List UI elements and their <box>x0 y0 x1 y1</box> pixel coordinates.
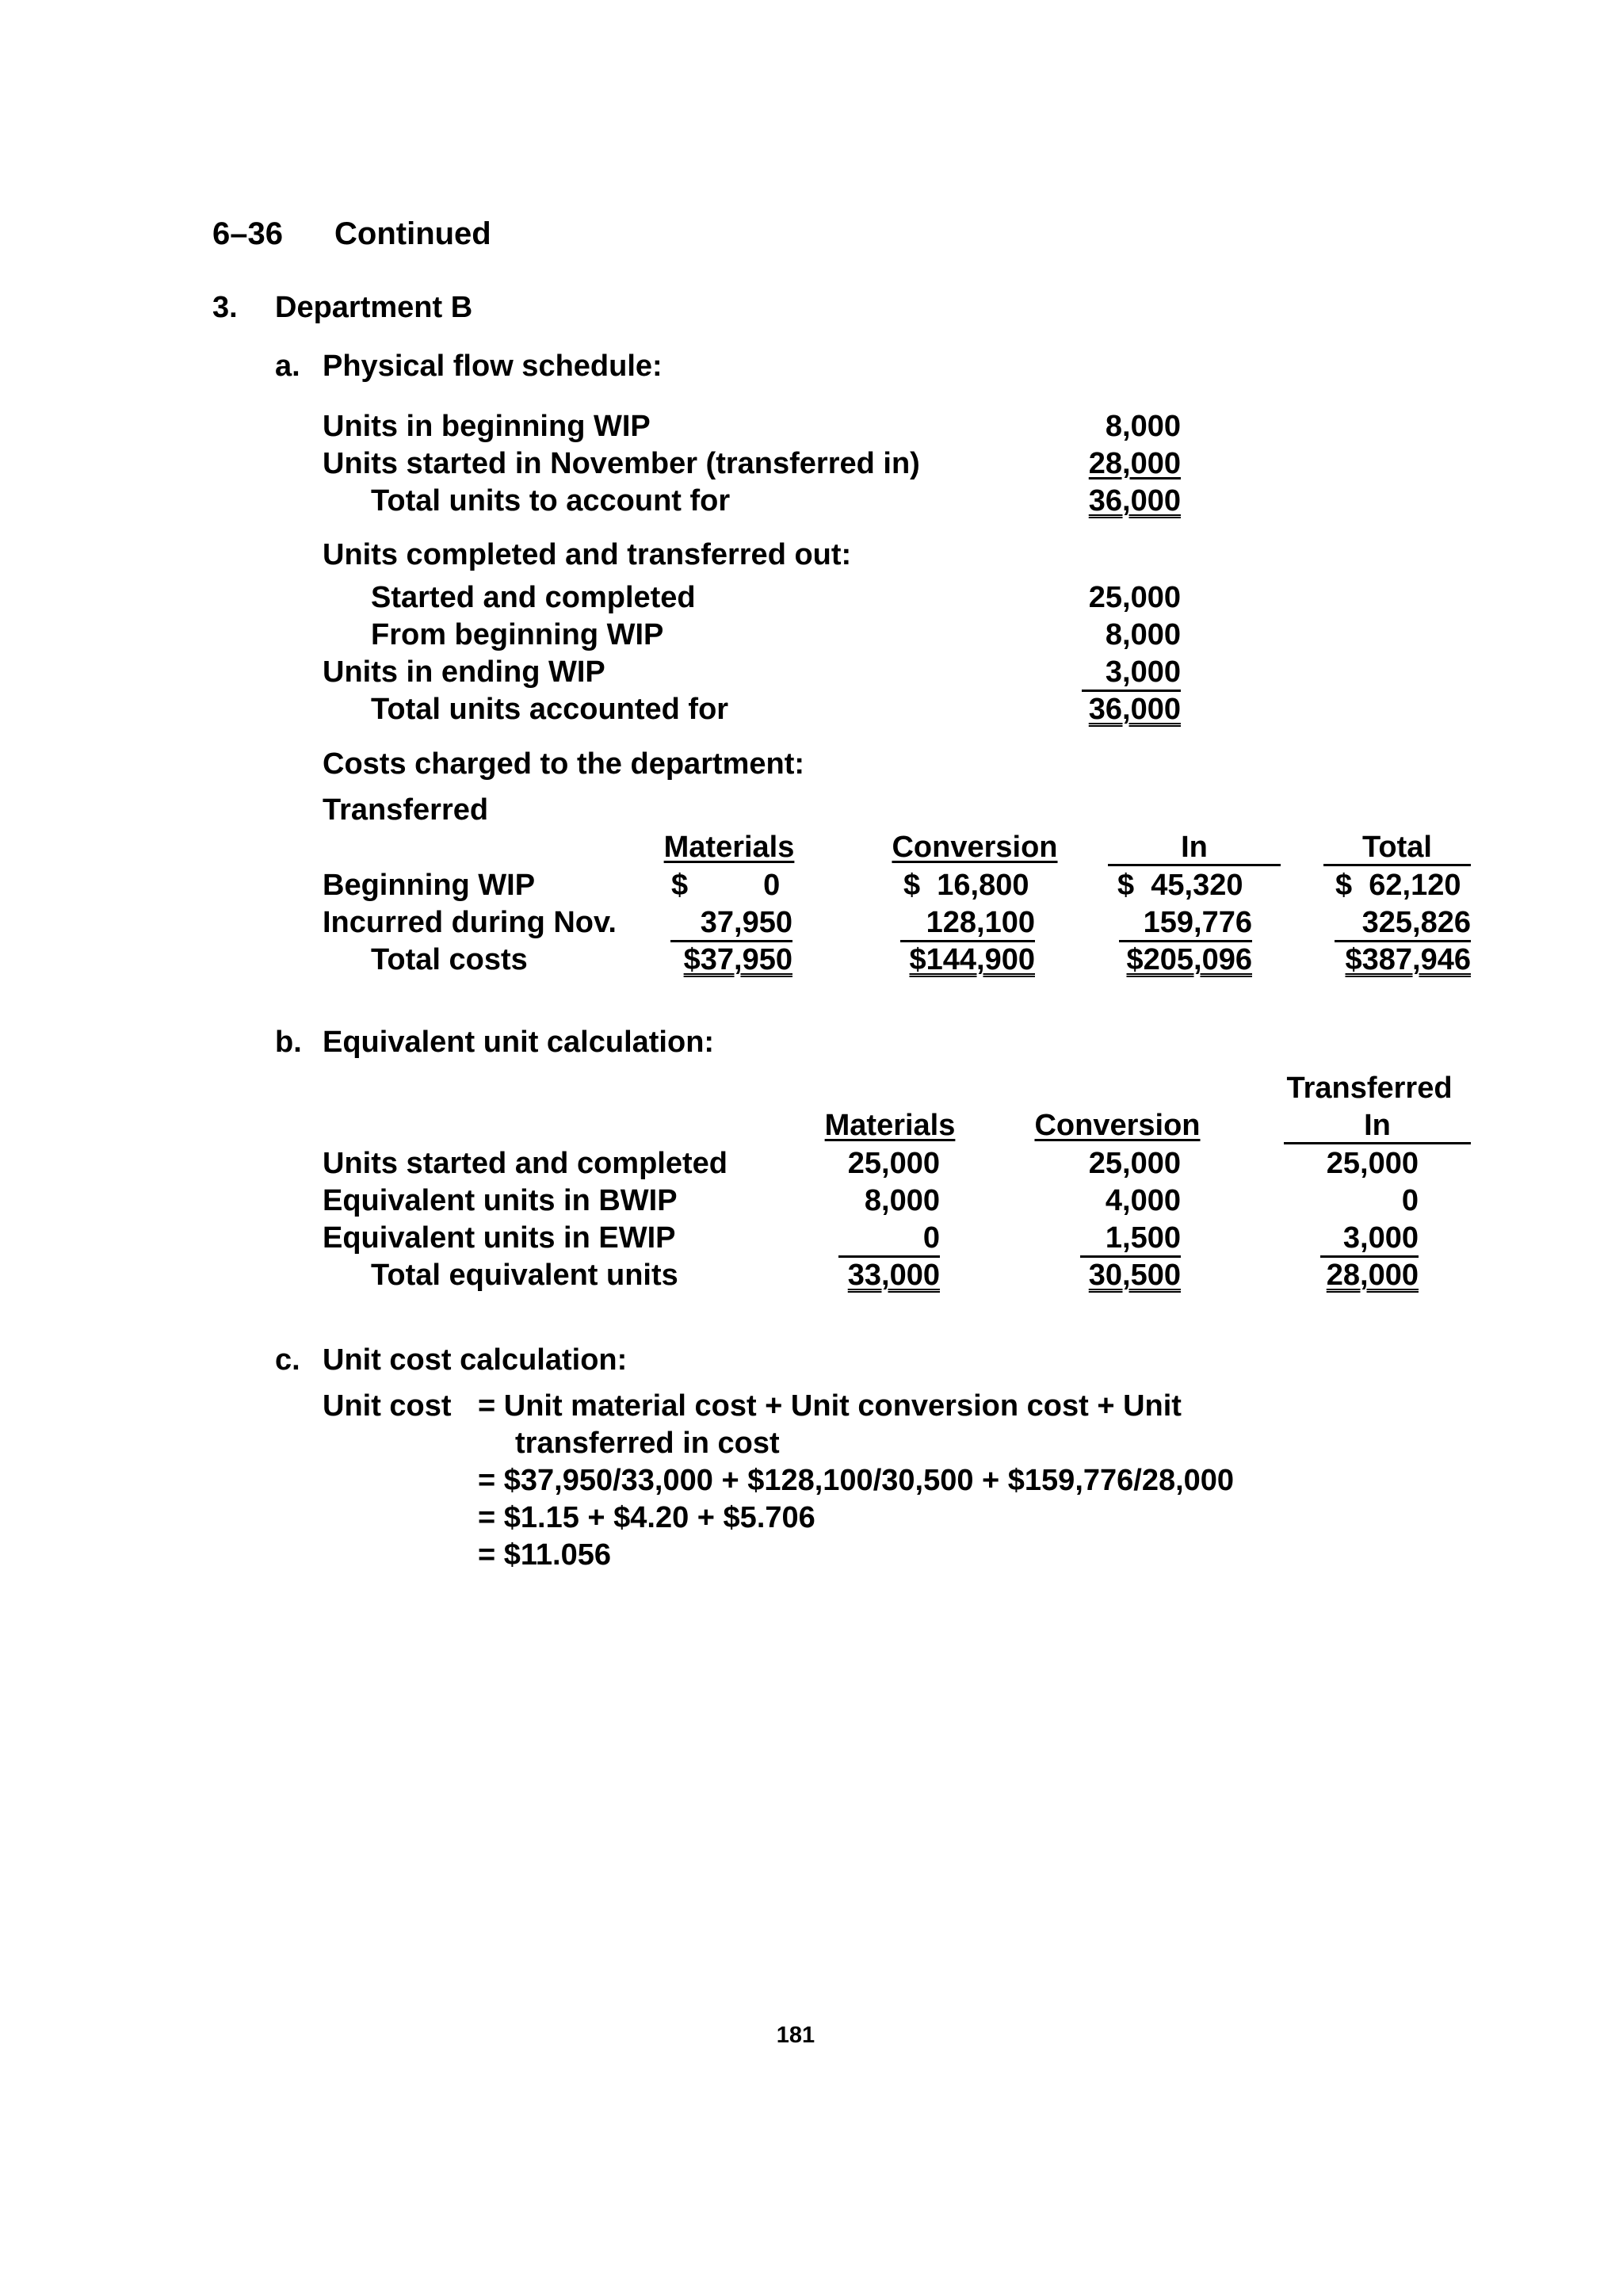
row-value-text: 36,000 <box>1088 693 1181 726</box>
transferred-label: Transferred <box>323 793 489 827</box>
eu-row-label: Equivalent units in EWIP <box>323 1221 676 1255</box>
cost-cell-text: $387,946 <box>1345 943 1471 976</box>
eu-cell-text: 33,000 <box>847 1259 940 1292</box>
costs-heading: Costs charged to the department: <box>323 747 805 781</box>
page-title: Continued <box>334 216 491 251</box>
row-value: 8,000 <box>1105 618 1181 651</box>
row-value <box>1062 694 1181 724</box>
row-label: Total units accounted for <box>371 693 729 726</box>
underline <box>1335 940 1471 942</box>
page-number: 181 <box>776 2023 815 2048</box>
underline <box>1284 1142 1471 1144</box>
eu-cell: 0 <box>1401 1184 1419 1217</box>
eu-row-label: Total equivalent units <box>371 1259 678 1292</box>
col-header-in: In <box>1181 831 1208 864</box>
col-header-text: Materials <box>663 831 795 864</box>
cost-cell <box>1308 945 1471 975</box>
part-c-label: c. <box>275 1343 300 1377</box>
underline <box>1320 1255 1419 1258</box>
col-header-conversion <box>880 832 1070 862</box>
formula-line: = $37,950/33,000 + $128,100/30,500 + $159,776/28,000 <box>478 1464 1235 1497</box>
formula-line: = $1.15 + $4.20 + $5.706 <box>478 1501 815 1534</box>
eu-cell: 25,000 <box>847 1147 940 1180</box>
eu-cell: 0 <box>922 1221 940 1255</box>
row-label: Units started in November (transferred in) <box>323 447 920 480</box>
underline <box>1119 940 1252 942</box>
row-value: 25,000 <box>1088 581 1181 614</box>
col-header-materials <box>816 1110 964 1140</box>
eu-cell: 3,000 <box>1342 1221 1419 1255</box>
cost-cell: 37,950 <box>700 906 792 939</box>
cost-cell: $ 16,800 <box>903 869 1029 902</box>
cost-cell: 325,826 <box>1361 906 1471 939</box>
eu-cell: 4,000 <box>1105 1184 1181 1217</box>
cost-row-label: Beginning WIP <box>323 869 536 902</box>
eu-cell: 1,500 <box>1105 1221 1181 1255</box>
row-value-text: 28,000 <box>1088 447 1181 480</box>
row-value: 3,000 <box>1105 655 1181 689</box>
row-label: From beginning WIP <box>371 618 664 651</box>
part-b-title: Equivalent unit calculation: <box>323 1026 715 1059</box>
col-header-total: Total <box>1362 831 1432 864</box>
problem-number: 6–36 <box>212 216 283 251</box>
formula-line: = $11.056 <box>478 1538 612 1572</box>
underline <box>1082 690 1181 692</box>
eu-cell-text: 28,000 <box>1326 1259 1419 1292</box>
row-label: Units in ending WIP <box>323 655 605 689</box>
section-title: Department B <box>275 291 473 324</box>
eu-cell <box>1260 1260 1419 1290</box>
eu-cell: 25,000 <box>1088 1147 1181 1180</box>
underline <box>900 940 1035 942</box>
cost-cell: $ 62,120 <box>1335 869 1461 902</box>
cost-cell-text: $205,096 <box>1126 943 1252 976</box>
eu-row-label: Units started and completed <box>323 1147 727 1180</box>
cost-cell: $ 45,320 <box>1117 869 1243 902</box>
cost-cell-text: $144,900 <box>909 943 1035 976</box>
completed-heading: Units completed and transferred out: <box>323 538 852 571</box>
eu-cell-text: 30,500 <box>1088 1259 1181 1292</box>
col-header-text: Conversion <box>892 831 1058 864</box>
row-label: Started and completed <box>371 581 696 614</box>
section-number: 3. <box>212 291 238 324</box>
cost-cell: $ 0 <box>671 869 781 902</box>
underline <box>838 1255 940 1258</box>
col-header-in: In <box>1364 1109 1391 1142</box>
eu-row-label: Equivalent units in BWIP <box>323 1184 678 1217</box>
part-a-title: Physical flow schedule: <box>323 350 663 383</box>
eu-cell: 25,000 <box>1326 1147 1419 1180</box>
cost-cell-text: $37,950 <box>683 943 792 976</box>
cost-row-label: Total costs <box>371 943 528 976</box>
row-label: Units in beginning WIP <box>323 410 651 443</box>
cost-cell <box>1094 945 1252 975</box>
cost-row-label: Incurred during Nov. <box>323 906 617 939</box>
col-header-conversion <box>1022 1110 1212 1140</box>
row-value <box>1062 449 1181 479</box>
eu-cell: 8,000 <box>864 1184 940 1217</box>
cost-cell <box>634 945 792 975</box>
cost-cell <box>872 945 1035 975</box>
cost-cell: 159,776 <box>1143 906 1252 939</box>
part-b-label: b. <box>275 1026 302 1059</box>
eu-cell <box>1022 1260 1181 1290</box>
formula-line: = Unit material cost + Unit conversion cost + Unit <box>478 1389 1182 1423</box>
col-header-text: Materials <box>824 1109 956 1142</box>
part-c-title: Unit cost calculation: <box>323 1343 628 1377</box>
part-a-label: a. <box>275 350 300 383</box>
row-value <box>1062 486 1181 516</box>
cost-cell: 128,100 <box>926 906 1035 939</box>
row-value: 8,000 <box>1105 410 1181 443</box>
col-header-text: Conversion <box>1034 1109 1201 1142</box>
underline <box>1080 1255 1181 1258</box>
formula-line: transferred in cost <box>515 1427 780 1460</box>
eu-cell <box>792 1260 940 1290</box>
underline <box>670 940 792 942</box>
col-header-transferred: Transferred <box>1286 1072 1453 1105</box>
underline <box>1323 864 1471 866</box>
col-header-materials <box>655 832 804 862</box>
row-value-text: 36,000 <box>1088 484 1181 518</box>
row-label: Total units to account for <box>371 484 731 518</box>
underline <box>1108 864 1281 866</box>
unit-cost-lead: Unit cost <box>323 1389 452 1423</box>
